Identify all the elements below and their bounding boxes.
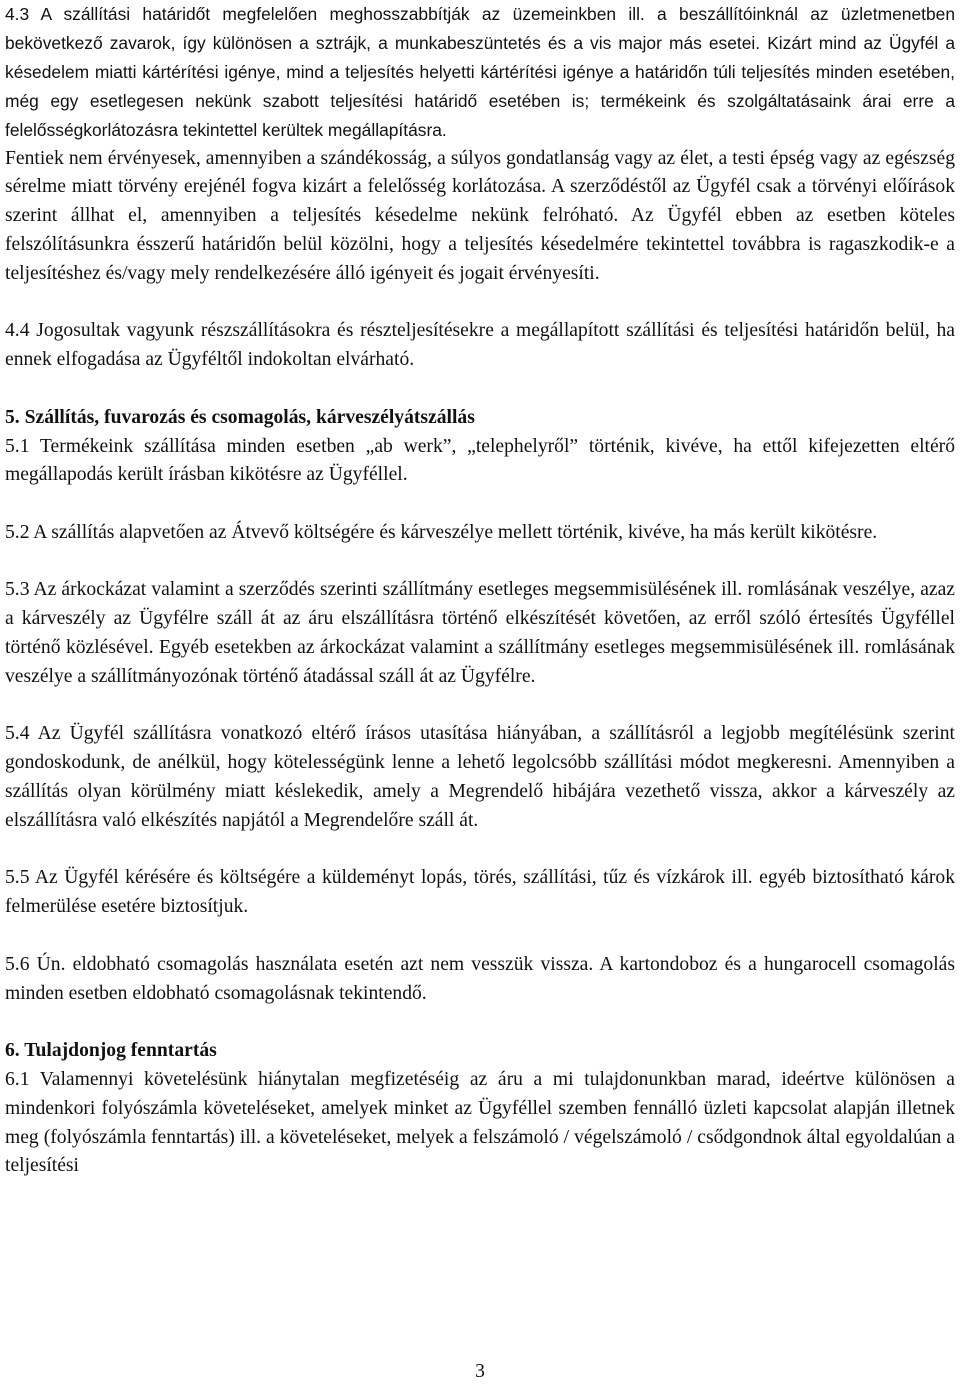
spacer — [5, 490, 955, 519]
spacer — [5, 836, 955, 865]
spacer — [5, 289, 955, 318]
spacer — [5, 922, 955, 951]
spacer — [5, 375, 955, 404]
paragraph-4-4: 4.4 Jogosultak vagyunk részszállításokra és részteljesítésekre a megállapított szállítási és teljesítési határidőn belül, ha ennek elfogadása az Ügyféltől indokoltan elvárható. — [5, 320, 955, 371]
section-heading-6: 6. Tulajdonjog fenntartás — [5, 1040, 217, 1062]
document-page — [5, 0, 955, 1181]
paragraph-5-1: 5.1 Termékeink szállítása minden esetben „ab werk”, „telephelyről” történik, kivéve, ha ettől kifejezetten eltérő megállapodás került írásban kikötésre az Ügyféllel. — [5, 435, 955, 486]
spacer — [5, 692, 955, 721]
paragraph-5-3: 5.3 Az árkockázat valamint a szerződés szerinti szállítmány esetleges megsemmisülésének ill. romlásának veszélye, azaz a kárveszély az Ügyfélre száll át az áru elszállításra történő elkészítését követően, az erről szóló értesítés Ügyféllel történő közlésével. Egyéb esetekben az árkockázat valamint a szállítmány esetleges megsemmisülésének ill. romlásának veszélye a szállítmányozónak történő átadással száll át az Ügyfélre. — [5, 579, 955, 687]
page-number: 3 — [475, 1361, 485, 1382]
paragraph-5-5: 5.5 Az Ügyfél kérésére és költségére a küldeményt lopás, törés, szállítási, tűz és vízkárok ill. egyéb biztosítható károk felmerülése esetére biztosítjuk. — [5, 867, 955, 918]
spacer — [5, 1008, 955, 1037]
paragraph-5-4: 5.4 Az Ügyfél szállításra vonatkozó eltérő írásos utasítása hiányában, a szállításról a legjobb megítélésünk szerint gondoskodunk, de anélkül, hogy kötelességünk lenne a lehető legolcsóbb szállítási módot megkeresni. Amennyiben a szállítás olyan körülmény miatt késlekedik, amely a Megrendelő hibájára vezethető vissza, akkor a kárveszély az elszállításra való elkészítés napjától a Megrendelőre száll át. — [5, 723, 955, 831]
paragraph-4-3-part-2: Fentiek nem érvényesek, amennyiben a szándékosság, a súlyos gondatlanság vagy az élet, a testi épség vagy az egészség sérelme miatt törvény erejénél fogva kizárt a felelősség korlátozása. A szerződéstől az Ügyfél csak a törvényi előírások szerint állhat el, amennyiben a teljesítés késedelme nekünk felróható. Az Ügyfél ebben az esetben köteles felszólításunkra ésszerű határidőn belül közölni, hogy a teljesítés késedelmére tekintettel továbbra is ragaszkodik-e a teljesítéshez és/vagy mely rendelkezésére álló igényeit és jogait érvényesíti. — [5, 147, 955, 284]
paragraph-4-3-part-1: 4.3 A szállítási határidőt megfelelően meghosszabbítják az üzemeinkben ill. a beszállítóinknál az üzletmenetben bekövetkező zavarok, így különösen a sztrájk, a munkabeszüntetés és a vis major más esetei. Kizárt mind az Ügyfél a késedelem miatti kártérítési igénye, mind a teljesítés helyetti kártérítési igénye a határidőn túli teljesítés minden esetében, még egy esetlegesen nekünk szabott teljesítési határidő esetében is; termékeink és szolgáltatásaink árai erre a felelősségkorlátozásra tekintettel kerültek megállapításra. — [5, 4, 955, 140]
spacer — [5, 548, 955, 577]
paragraph-5-6: 5.6 Ún. eldobható csomagolás használata esetén azt nem vesszük vissza. A kartondoboz és a hungarocell csomagolás minden esetben eldobható csomagolásnak tekintendő. — [5, 953, 955, 1004]
paragraph-6-1: 6.1 Valamennyi követelésünk hiánytalan megfizetéséig az áru a mi tulajdonunkban marad, ideértve különösen a mindenkori folyószámla követeléseket, amelyek minket az Ügyféllel szemben fennálló üzleti kapcsolat alapján illetnek meg (folyószámla fenntartás) ill. a követeléseket, melyek a felszámoló / végelszámoló / csődgondnok által egyoldalúan a teljesítési — [5, 1069, 955, 1177]
paragraph-5-2: 5.2 A szállítás alapvetően az Átvevő költségére és kárveszélye mellett történik, kivéve, ha más került kikötésre. — [5, 521, 878, 543]
section-heading-5: 5. Szállítás, fuvarozás és csomagolás, kárveszélyátszállás — [5, 406, 475, 428]
